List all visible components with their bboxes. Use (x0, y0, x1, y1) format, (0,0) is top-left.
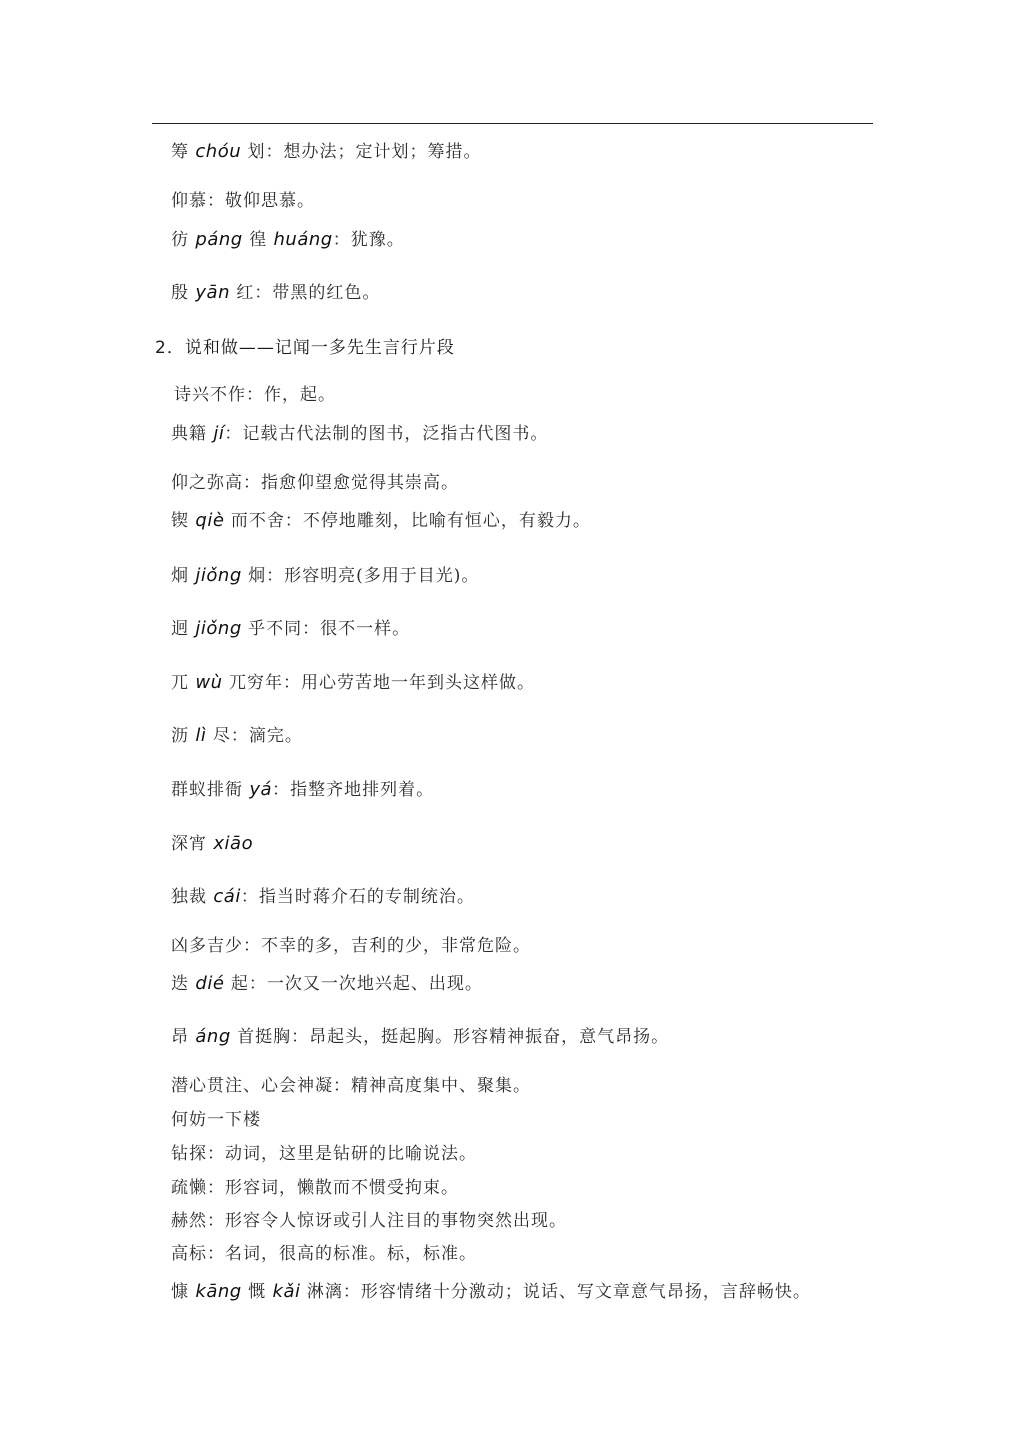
pinyin: páng (195, 229, 243, 250)
entry-text: 乎不同：很不一样。 (241, 619, 411, 639)
entry-angshoutingxiong (171, 1026, 669, 1048)
entry-text: 炯：形容明亮(多用于目光)。 (241, 566, 480, 586)
entry-hefangyixialou (171, 1109, 261, 1131)
pinyin: wù (195, 672, 223, 693)
entry-lijin (171, 725, 303, 747)
entry-yangzhimigao (171, 472, 459, 494)
entry-text: 锲 (171, 511, 196, 531)
entry-text: 赫然：形容令人惊讶或引人注目的事物突然出现。 (171, 1211, 567, 1231)
entry-shixingbuzuo (174, 384, 336, 406)
pinyin: huáng (273, 229, 333, 250)
entry-text: 沥 (171, 726, 196, 746)
entry-gaobiao (171, 1243, 477, 1265)
entry-text: 彷 (171, 230, 196, 250)
entry-text: 深宵 (171, 834, 214, 854)
entry-text: 首挺胸：昂起头，挺起胸。形容精神振奋，意气昂扬。 (230, 1027, 670, 1047)
entry-dianji (171, 423, 548, 445)
entry-text: 徨 (242, 230, 274, 250)
entry-text: 迥 (171, 619, 196, 639)
entry-ducai (171, 886, 475, 908)
entry-text: 诗兴不作：作，起。 (174, 385, 336, 405)
entry-yanhong (171, 282, 380, 304)
entry-text: 兀 (171, 673, 196, 693)
entry-text: 炯 (171, 566, 196, 586)
entry-jiongjiong (171, 565, 479, 587)
entry-text: 昂 (171, 1027, 196, 1047)
entry-text: 红：带黑的红色。 (230, 283, 381, 303)
entry-text: 凶多吉少：不幸的多，吉利的少，非常危险。 (171, 936, 531, 956)
entry-panghuang (171, 229, 405, 251)
entry-text: 高标：名词，很高的标准。标，标准。 (171, 1244, 477, 1264)
entry-text: 淋漓：形容情绪十分激动；说话、写文章意气昂扬，言辞畅快。 (300, 1282, 811, 1302)
entry-text: 群蚁排衙 (171, 780, 250, 800)
pinyin: yān (195, 282, 230, 303)
entry-text: 筹 (171, 142, 196, 162)
pinyin: áng (195, 1026, 231, 1047)
entry-shulan (171, 1177, 459, 1199)
entry-text: 独裁 (171, 887, 214, 907)
entry-dieqi (171, 973, 483, 995)
pinyin: qiè (195, 510, 225, 531)
entry-text: ：指整齐地排列着。 (272, 780, 435, 800)
entry-text: 划：想办法；定计划；筹措。 (241, 142, 482, 162)
entry-text: 潜心贯注、心会神凝：精神高度集中、聚集。 (171, 1076, 531, 1096)
pinyin: yá (249, 779, 273, 800)
entry-yangmu (171, 190, 315, 212)
pinyin: chóu (195, 141, 242, 162)
pinyin: dié (195, 973, 225, 994)
entry-text: 兀穷年：用心劳苦地一年到头这样做。 (222, 673, 535, 693)
entry-text: ：记载古代法制的图书，泛指古代图书。 (224, 424, 549, 444)
entry-text: 典籍 (171, 424, 214, 444)
header-rule (152, 123, 873, 124)
pinyin: jiǒng (195, 618, 242, 639)
pinyin: jiǒng (195, 565, 242, 586)
entry-text: 起：一次又一次地兴起、出现。 (224, 974, 483, 994)
section-heading: 2．说和做——记闻一多先生言行片段 (155, 338, 455, 358)
entry-qianxinguanzhu (171, 1075, 531, 1097)
entry-text: 仰之弥高：指愈仰望愈觉得其崇高。 (171, 473, 459, 493)
pinyin: kǎi (272, 1281, 301, 1302)
entry-chouhua (171, 141, 482, 163)
entry-text: 慨 (241, 1282, 273, 1302)
entry-qunyipaiya (171, 779, 434, 801)
entry-text: 疏懒：形容词，懒散而不惯受拘束。 (171, 1178, 459, 1198)
pinyin: jí (213, 423, 225, 444)
pinyin: cái (213, 886, 241, 907)
entry-text: 殷 (171, 283, 196, 303)
entry-kangkailinli (171, 1281, 811, 1303)
pinyin: lì (195, 725, 207, 746)
entry-qieerbushe (171, 510, 591, 532)
entry-text: 而不舍：不停地雕刻，比喻有恒心，有毅力。 (224, 511, 591, 531)
entry-text: 何妨一下楼 (171, 1110, 261, 1130)
pinyin: kāng (195, 1281, 242, 1302)
entry-text: 尽：滴完。 (206, 726, 303, 746)
entry-jionghubutong (171, 618, 410, 640)
entry-text: ：犹豫。 (332, 230, 405, 250)
entry-text: 钻探：动词，这里是钻研的比喻说法。 (171, 1144, 477, 1164)
entry-text: ：指当时蒋介石的专制统治。 (240, 887, 475, 907)
entry-text: 迭 (171, 974, 196, 994)
entry-shenxiao (171, 833, 253, 855)
entry-text: 仰慕：敬仰思慕。 (171, 191, 315, 211)
entry-xiongduojishao (171, 935, 531, 957)
entry-heran (171, 1210, 567, 1232)
entry-wuwuqiongnian (171, 672, 535, 694)
entry-text: 慷 (171, 1282, 196, 1302)
entry-zuantan (171, 1143, 477, 1165)
pinyin: xiāo (213, 833, 254, 854)
